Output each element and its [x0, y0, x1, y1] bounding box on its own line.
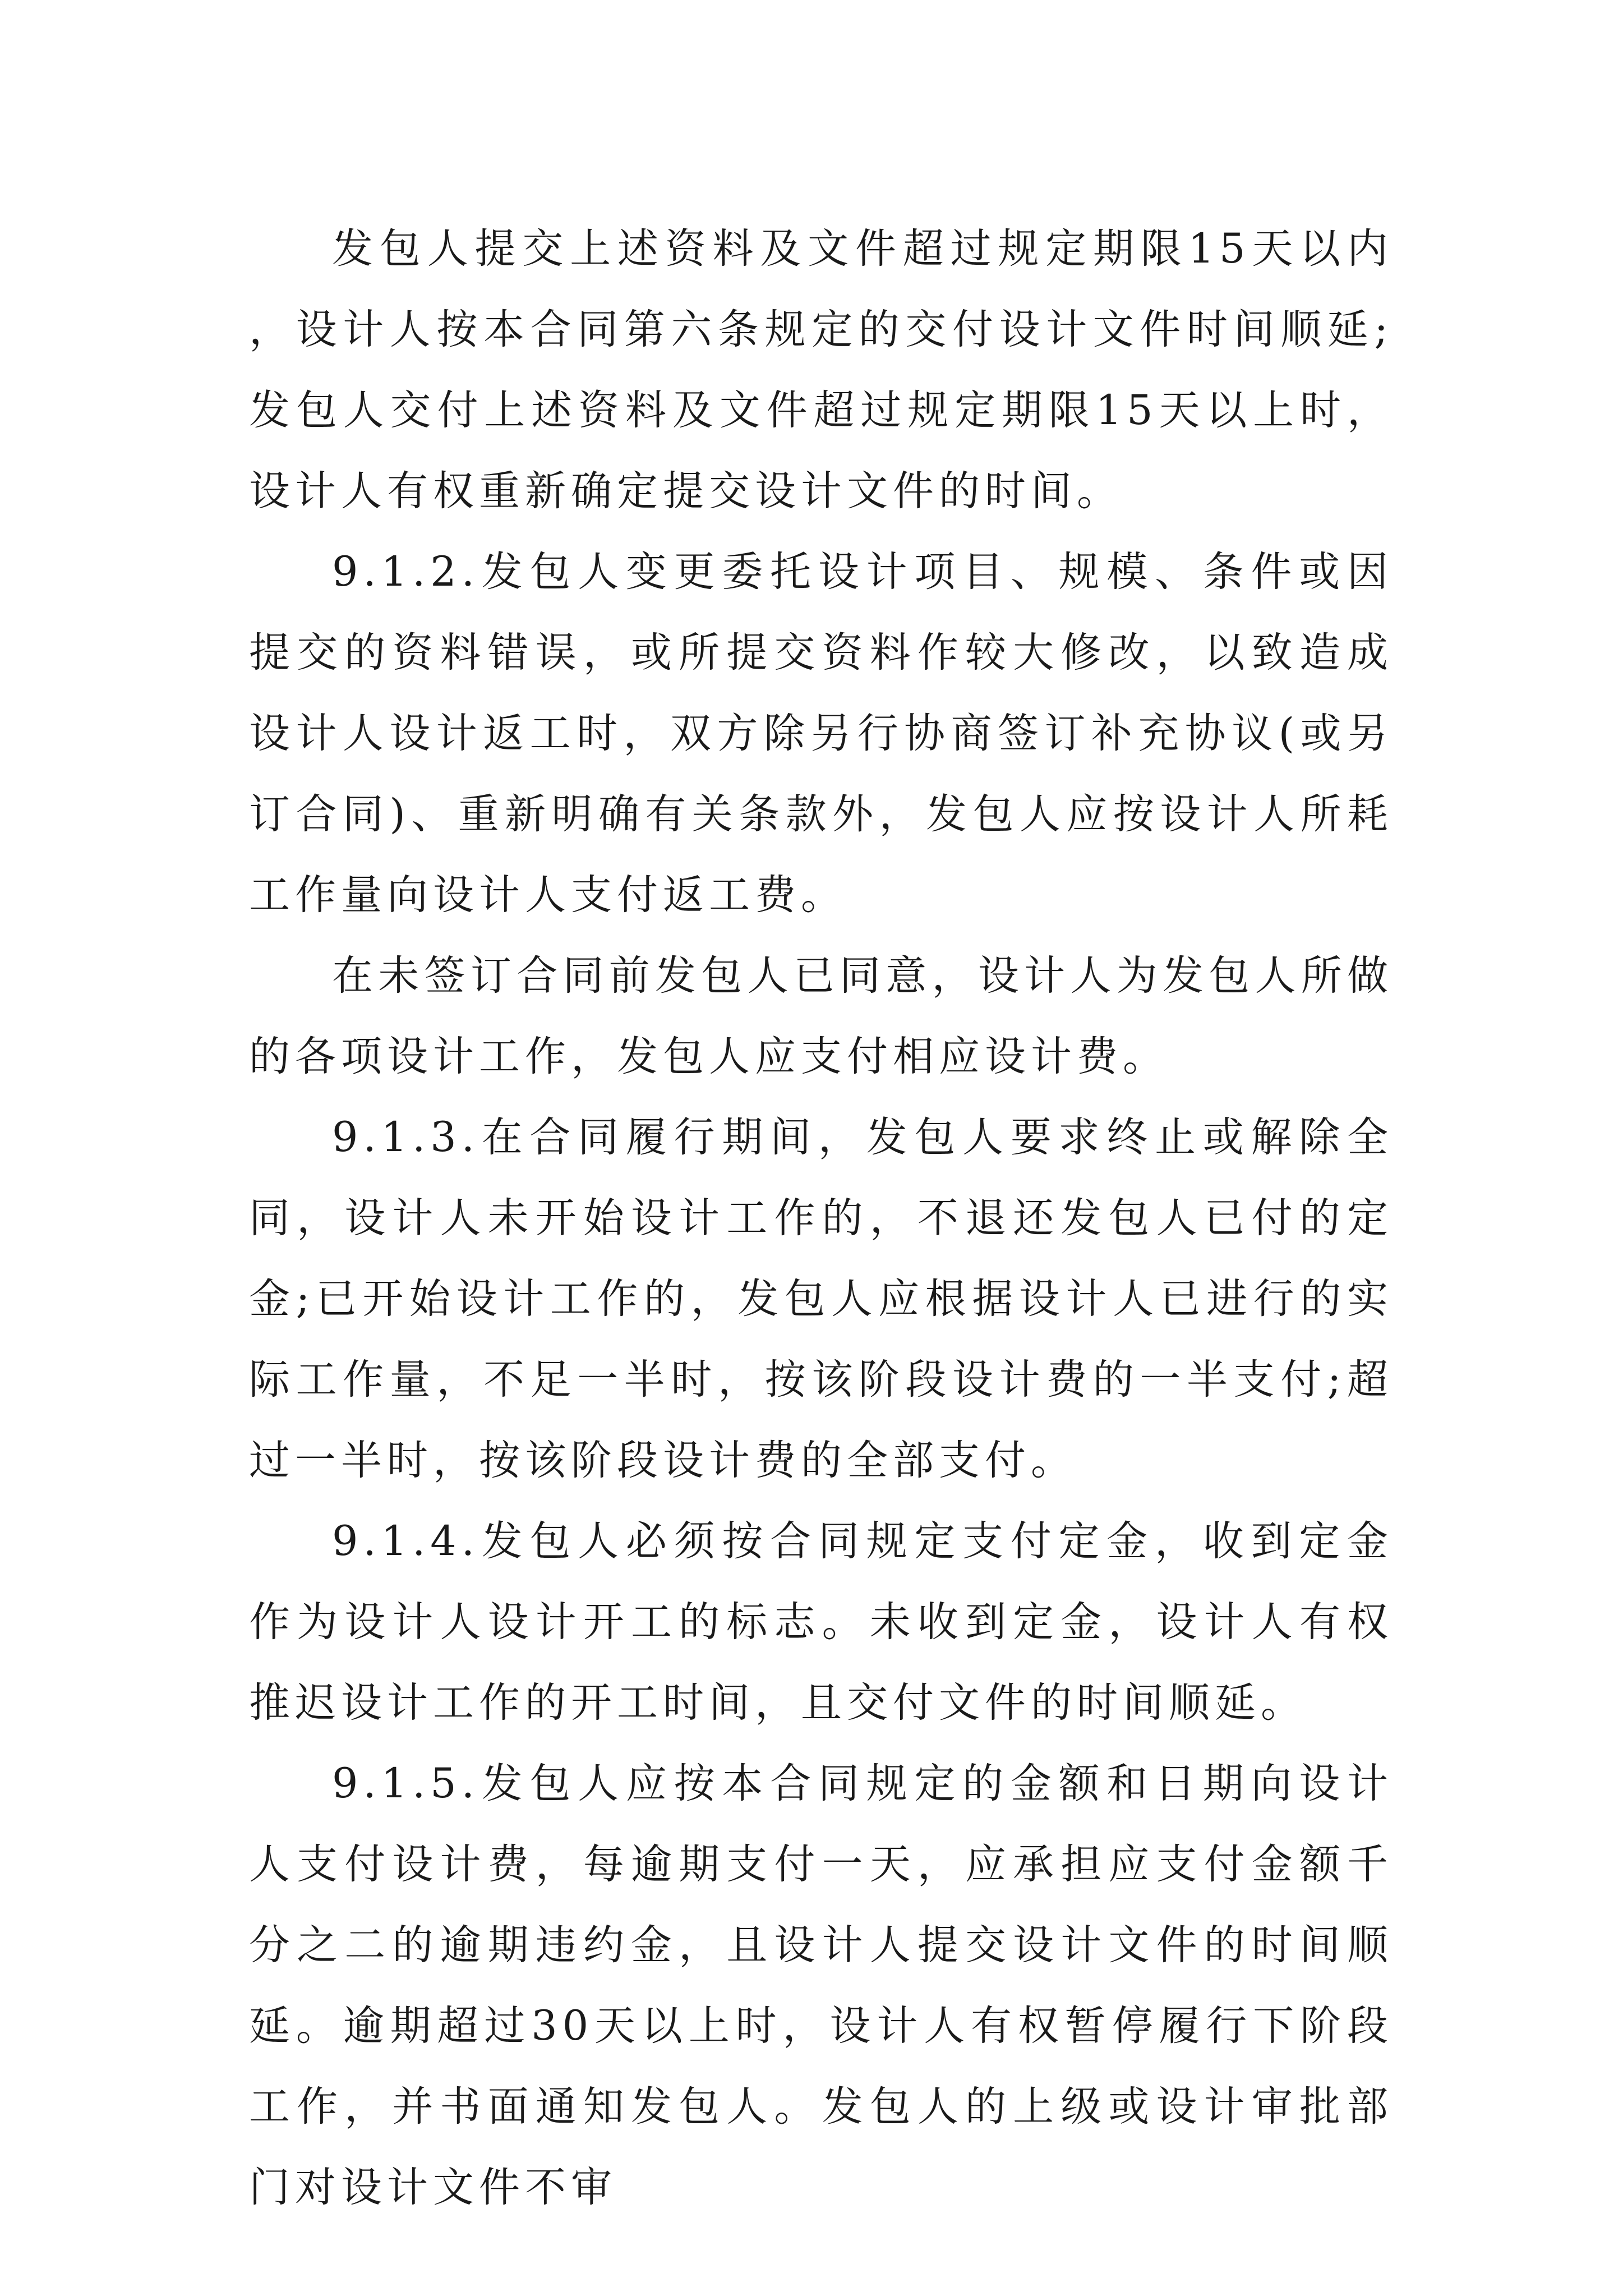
- paragraph-9-1-2: 9.1.2.发包人变更委托设计项目、规模、条件或因提交的资料错误，或所提交资料作较大修改，以致造成设计人设计返工时，双方除另行协商签订补充协议(或另订合同)、重新明确有关条款外，发包人应按设计人所耗工作量向设计人支付返工费。: [249, 548, 1393, 919]
- paragraph-9-1-3: 9.1.3.在合同履行期间，发包人要求终止或解除全同，设计人未开始设计工作的，不退还发包人已付的定金;已开始设计工作的，发包人应根据设计人已进行的实际工作量，不足一半时，按该阶段设计费的一半支付;超过一半时，按该阶段设计费的全部支付。: [249, 1114, 1393, 1484]
- paragraph-9-1-5: 9.1.5.发包人应按本合同规定的金额和日期向设计人支付设计费，每逾期支付一天，应承担应支付金额千分之二的逾期违约金，且设计人提交设计文件的时间顺延。逾期超过30天以上时，设计人有权暂停履行下阶段工作，并书面通知发包人。发包人的上级或设计审批部门对设计文件不审: [249, 1760, 1393, 2211]
- document-body: [249, 209, 1393, 2228]
- paragraph-delay-clause: 发包人提交上述资料及文件超过规定期限15天以内，设计人按本合同第六条规定的交付设计文件时间顺延;发包人交付上述资料及文件超过规定期限15天以上时，设计人有权重新确定提交设计文件的时间。: [249, 225, 1393, 515]
- paragraph-pre-contract-work: 在未签订合同前发包人已同意，设计人为发包人所做的各项设计工作，发包人应支付相应设计费。: [249, 952, 1393, 1080]
- paragraph-9-1-4: 9.1.4.发包人必须按合同规定支付定金，收到定金作为设计人设计开工的标志。未收到定金，设计人有权推迟设计工作的开工时间，且交付文件的时间顺延。: [249, 1517, 1393, 1727]
